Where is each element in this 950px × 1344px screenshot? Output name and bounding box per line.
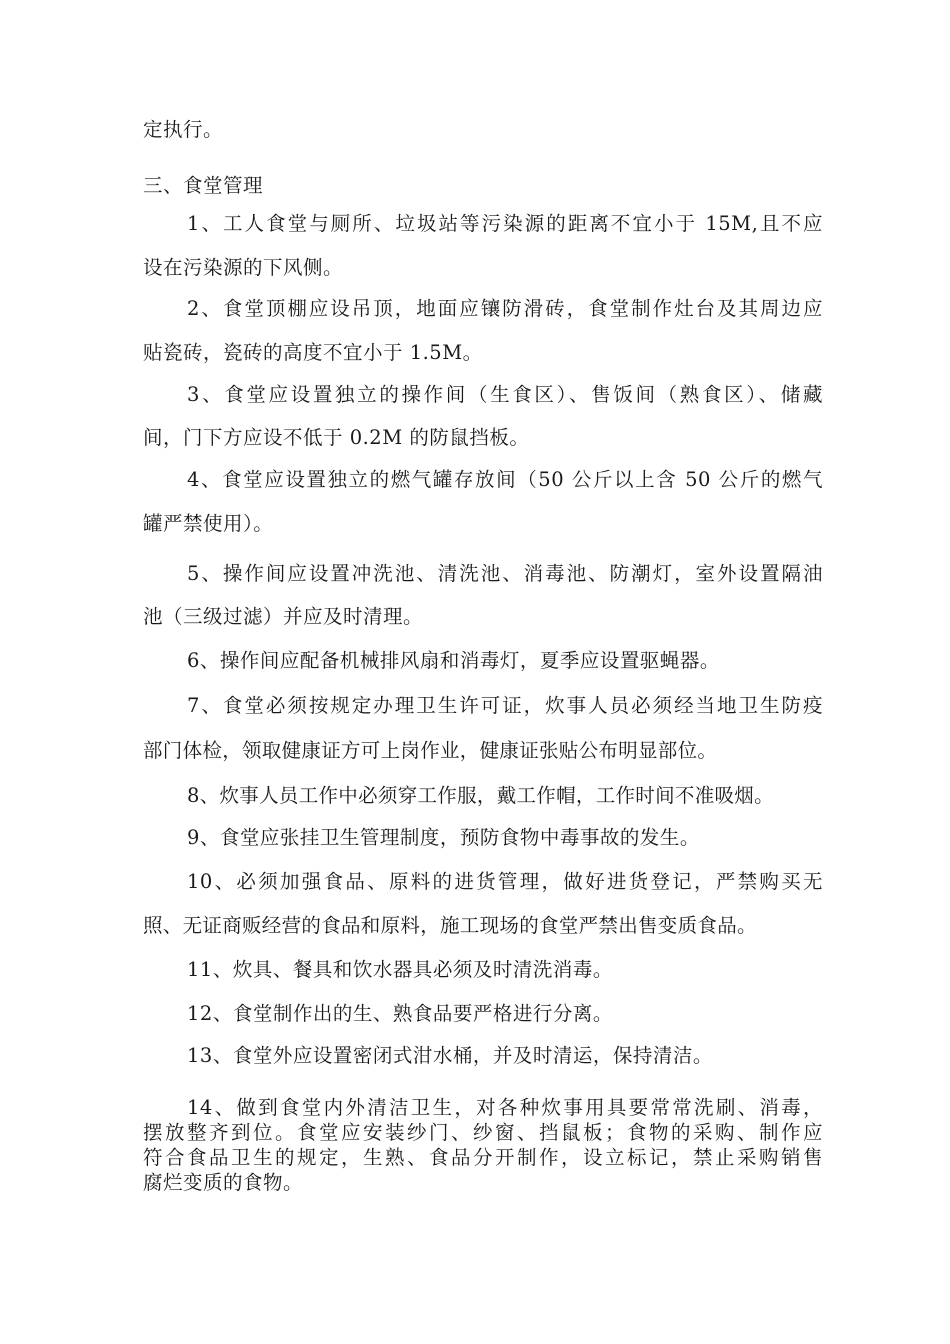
item-6-line-1: 6、操作间应配备机械排风扇和消毒灯，夏季应设置驱蝇器。 [187,649,720,672]
item-11-line-1: 11、炊具、餐具和饮水器具必须及时清洗消毒。 [187,958,613,981]
item-4-line-2: 罐严禁使用）。 [143,512,274,535]
item-7-line-1: 7、食堂必须按规定办理卫生许可证，炊事人员必须经当地卫生防疫 [187,694,823,717]
item-12-line-1: 12、食堂制作出的生、熟食品要严格进行分离。 [187,1002,613,1025]
item-10-line-1: 10、必须加强食品、原料的进货管理，做好进货登记，严禁购买无 [187,870,823,893]
item-5-line-1: 5、操作间应设置冲洗池、清洗池、消毒池、防潮灯，室外设置隔油 [187,562,823,585]
item-8-line-1: 8、炊事人员工作中必须穿工作服，戴工作帽，工作时间不准吸烟。 [187,784,774,807]
item-2-line-2: 贴瓷砖，瓷砖的高度不宜小于 1.5M。 [143,341,483,364]
text-line: 定执行。 [143,118,224,141]
item-5-line-2: 池（三级过滤）并应及时清理。 [143,605,424,628]
item-4-line-1: 4、食堂应设置独立的燃气罐存放间（50 公斤以上含 50 公斤的燃气 [187,468,823,491]
item-1-line-2: 设在污染源的下风侧。 [143,256,344,279]
item-7-line-2: 部门体检，领取健康证方可上岗作业，健康证张贴公布明显部位。 [143,739,718,762]
item-14-line-2: 摆放整齐到位。食堂应安装纱门、纱窗、挡鼠板；食物的采购、制作应 [143,1121,823,1144]
item-14-line-1: 14、做到食堂内外清洁卫生，对各种炊事用具要常常洗刷、消毒， [187,1096,823,1119]
item-1-line-1: 1、工人食堂与厕所、垃圾站等污染源的距离不宜小于 15M,且不应 [187,212,823,235]
item-14-line-3: 符合食品卫生的规定，生熟、食品分开制作，设立标记，禁止采购销售 [143,1146,823,1169]
item-3-line-1: 3、食堂应设置独立的操作间（生食区）、售饭间（熟食区）、储藏 [187,383,823,406]
item-10-line-2: 照、无证商贩经营的食品和原料，施工现场的食堂严禁出售变质食品。 [143,914,757,937]
item-9-line-1: 9、食堂应张挂卫生管理制度，预防食物中毒事故的发生。 [187,826,700,849]
item-3-line-2: 间，门下方应设不低于 0.2M 的防鼠挡板。 [143,426,530,449]
section-heading: 三、食堂管理 [143,174,264,197]
item-13-line-1: 13、食堂外应设置密闭式泔水桶，并及时清运，保持清洁。 [187,1044,713,1067]
item-14-line-4: 腐烂变质的食物。 [143,1171,304,1194]
item-2-line-1: 2、食堂顶棚应设吊顶，地面应镶防滑砖，食堂制作灶台及其周边应 [187,297,823,320]
